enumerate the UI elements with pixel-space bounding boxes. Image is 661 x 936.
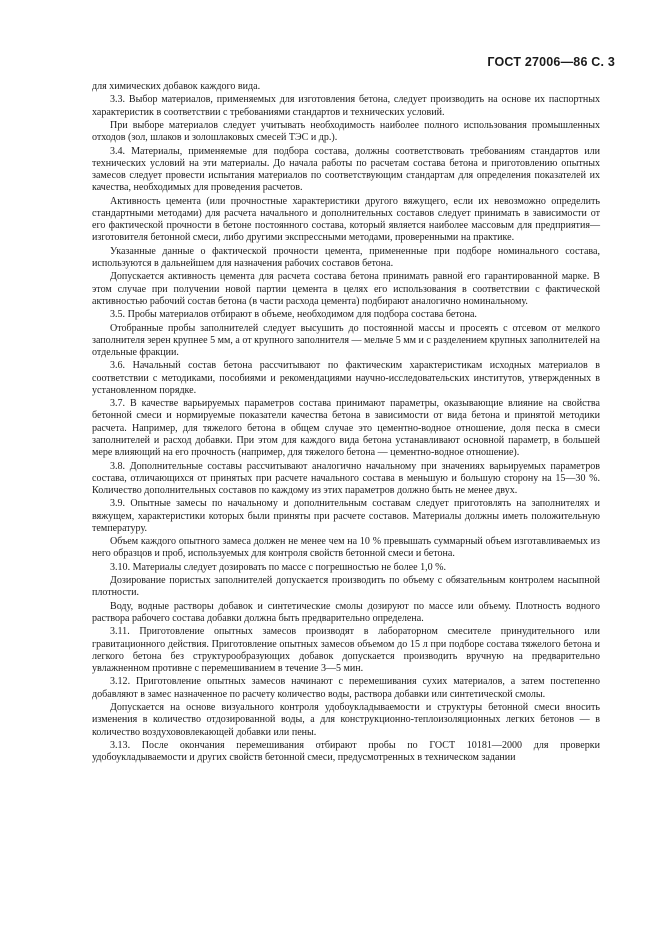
paragraph-porous-aggregates: Дозирование пористых заполнителей допускается производить по объему с обязательным контролем насыпной плотности. — [92, 575, 600, 599]
paragraph-materials-selection: При выборе материалов следует учитывать необходимость наиболее полного использования промышленных отходов (зол, шлаков и золошлаковых смесей ТЭС и др.). — [92, 119, 600, 144]
paragraph-cement-guaranteed-grade: Допускается активность цемента для расчета состава бетона принимать равной его гарантированной марке. В этом случае при получении новой партии цемента в целях его использования в соответствии с фактической активностью рабочий состав бетона (в части расхода цемента) подбирают аналогично номинальному. — [92, 271, 600, 307]
paragraph-cement-activity: Активность цемента (или прочностные характеристики другого вяжущего, если их невозможно определить стандартными методами) для расчета начального и дополнительных составов следует принимать в зависимости от его фактической прочности в бетоне постоянного состава, который является наиболее массовым для предприятия—изготовителя бетонной смеси, либо другими экспрессными методами, проверенными на практике. — [92, 195, 600, 244]
paragraph-3-13: 3.13. После окончания перемешивания отбирают пробы по ГОСТ 10181—2000 для проверки удобоукладываемости и других свойств бетонной смеси, предусмотренных в техническом задании — [92, 739, 600, 764]
running-header: ГОСТ 27006—86 С. 3 — [487, 55, 615, 69]
paragraph-aggregate-samples: Отобранные пробы заполнителей следует высушить до постоянной массы и просеять с отсевом от мелкого заполнителя зерен крупнее 5 мм, а от крупного заполнителя — мельче 5 мм и с разделением крупных заполнителей на отдельные фракции. — [92, 322, 600, 358]
paragraph-3-10: 3.10. Материалы следует дозировать по массе с погрешностью не более 1,0 %. — [110, 561, 447, 573]
paragraph-3-12: 3.12. Приготовление опытных замесов начинают с перемешивания сухих материалов, а затем постепенно добавляют в замес назначенное по расчету количество воды, раствора добавки или синтетической смолы. — [92, 676, 600, 700]
paragraph-batch-volume: Объем каждого опытного замеса должен не менее чем на 10 % превышать суммарный объем изготавливаемых из него образцов и проб, используемых для контроля свойств бетонной смеси и бетона. — [92, 536, 600, 560]
paragraph-3-5: 3.5. Пробы материалов отбирают в объеме, необходимом для подбора состава бетона. — [110, 309, 477, 321]
paragraph-visual-control: Допускается на основе визуального контроля удобоукладываемости и структуры бетонной смеси вносить изменения в количество отдозированной воды, а для конструкционно-теплоизоляционных легких бетонов — в количество воздухововлекающей добавки или пены. — [92, 702, 600, 738]
paragraph-water-dosing: Воду, водные растворы добавок и синтетические смолы дозируют по массе или объему. Плотность водного раствора рабочего состава добавки должна быть предварительно определена. — [92, 600, 600, 624]
paragraph-3-7: 3.7. В качестве варьируемых параметров состава принимают параметры, оказывающие влияние на свойства бетонной смеси и нормируемые показатели качества бетона в зависимости от вида бетона и принятой методики расчета. Например, для тяжелого бетона в общем случае это цементно-водное отношение, доля песка в смеси заполнителей и расход добавки. При этом для каждого вида бетона устанавливают основной параметр, в большей мере влияющий на его прочность (например, для тяжелого бетона — цементно-водное отношение). — [92, 398, 600, 459]
document-body — [92, 81, 600, 765]
paragraph-3-11: 3.11. Приготовление опытных замесов производят в лабораторном смесителе принудительного или гравитационного действия. Приготовление опытных замесов объемом до 15 л при подборе состава тяжелого бетона и легкого бетона без структурообразующих добавок допускается производить вручную на предварительно увлажненном противне с перемешиванием в течение 3—5 мин. — [92, 626, 600, 675]
paragraph-3-4: 3.4. Материалы, применяемые для подбора состава, должны соответствовать требованиям стандартов или технических условий на эти материалы. До начала работы по расчетам состава бетона и приготовлению опытных замесов следует провести испытания материалов по соответствующим стандартам для определения показателей их качества, необходимых для проведения расчетов. — [92, 145, 600, 194]
paragraph-3-9: 3.9. Опытные замесы по начальному и дополнительным составам следует приготовлять на заполнителях и вяжущем, характеристики которых были приняты при расчете составов. Материалы должны иметь положительную температуру. — [92, 498, 600, 534]
paragraph-cement-strength-data: Указанные данные о фактической прочности цемента, примененные при подборе номинального состава, используются в дальнейшем для назначения рабочих составов бетона. — [92, 245, 600, 269]
paragraph-3-8: 3.8. Дополнительные составы рассчитывают аналогично начальному при значениях варьируемых параметров состава, отличающихся от принятых при расчете начального состава в меньшую и большую сторону на 15—30 %. Количество дополнительных составов по каждому из этих параметров должно быть не менее двух. — [92, 460, 600, 497]
paragraph-3-6: 3.6. Начальный состав бетона рассчитывают по фактическим характеристикам исходных материалов в соответствии с методиками, пособиями и рекомендациями научно-исследовательских институтов, утвержденных в установленном порядке. — [92, 360, 600, 396]
paragraph-3-3: 3.3. Выбор материалов, применяемых для изготовления бетона, следует производить на основе их паспортных характеристик в соответствии с требованиями стандартов и технических условий. — [92, 94, 600, 118]
paragraph-continuation: для химических добавок каждого вида. — [92, 81, 261, 92]
